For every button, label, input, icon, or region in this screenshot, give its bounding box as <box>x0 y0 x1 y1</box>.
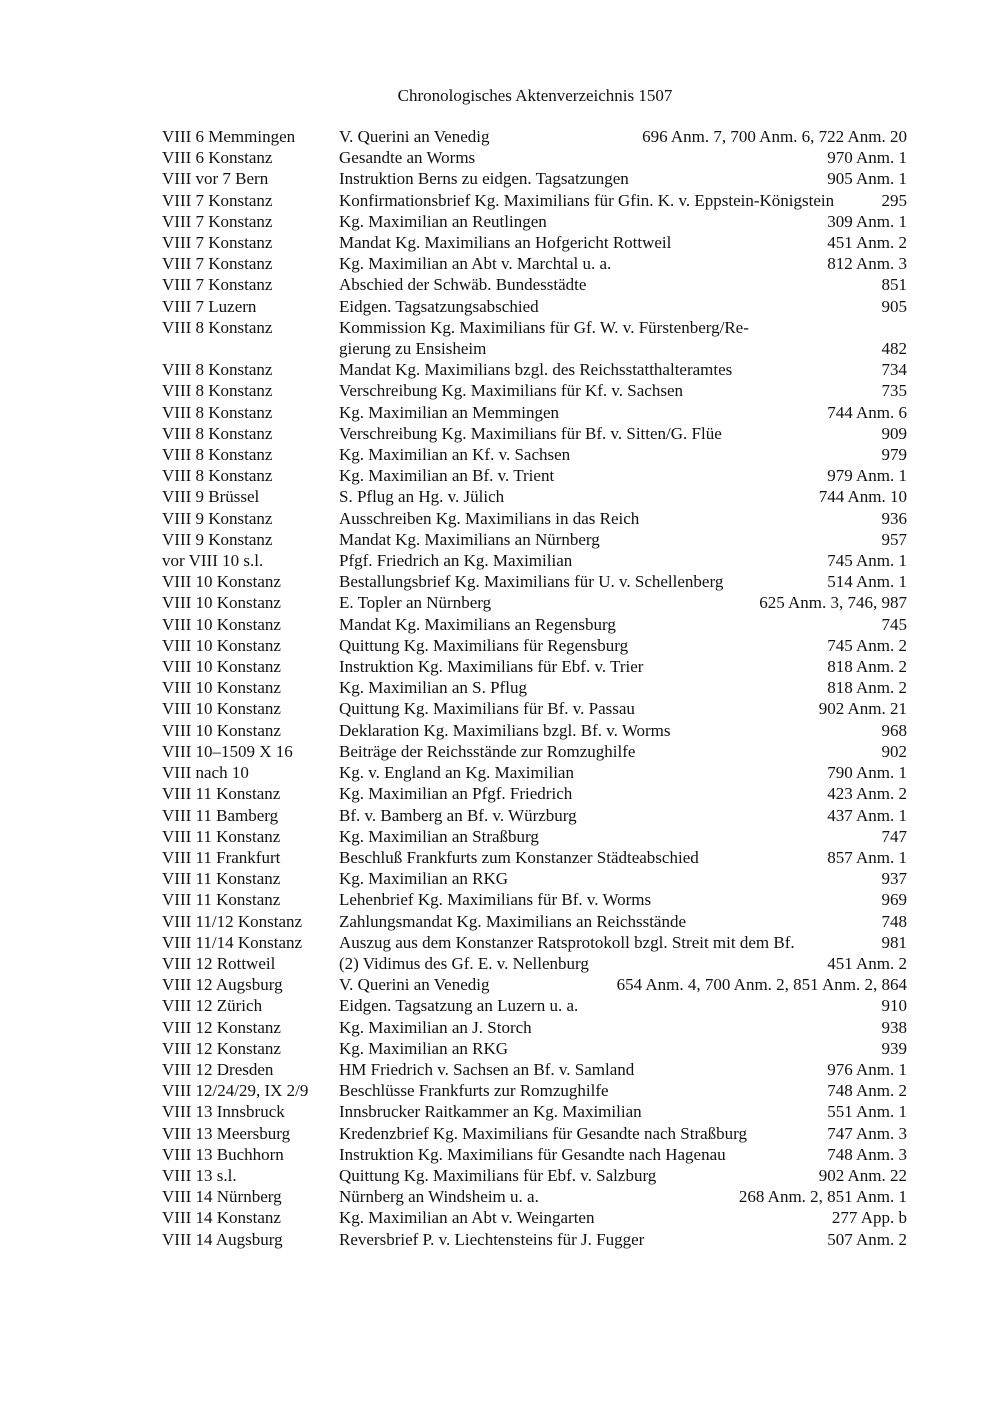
entry-reference: 735 <box>881 381 907 401</box>
entry-date-place: VIII 11 Konstanz <box>162 826 281 846</box>
entry-reference: 902 <box>881 741 907 761</box>
entry-description: Mandat Kg. Maximilians bzgl. des Reichsstatthalteramtes <box>339 360 733 380</box>
entry-description: (2) Vidimus des Gf. E. v. Nellenburg <box>339 953 589 973</box>
entry-reference: 939 <box>881 1038 907 1058</box>
entry-description: Instruktion Kg. Maximilians für Ebf. v. Trier <box>339 657 644 677</box>
index-entry <box>162 168 907 189</box>
index-entry <box>162 953 907 974</box>
entry-date-place: VIII 11 Bamberg <box>162 805 279 825</box>
index-entry <box>162 253 907 274</box>
entry-reference: 295 <box>881 190 907 210</box>
entry-date-place: VIII 7 Konstanz <box>162 254 273 274</box>
index-entry <box>162 571 907 592</box>
entry-description: Beschluß Frankfurts zum Konstanzer Städteabschied <box>339 847 699 867</box>
entry-description: E. Topler an Nürnberg <box>339 593 492 613</box>
entry-date-place: VIII 10 Konstanz <box>162 678 281 698</box>
entry-description: Verschreibung Kg. Maximilians für Bf. v. Sitten/G. Flüe <box>339 423 722 443</box>
entry-date-place: VIII 7 Konstanz <box>162 190 273 210</box>
entry-reference: 514 Anm. 1 <box>827 572 907 592</box>
index-entry <box>162 805 907 826</box>
entry-date-place: VIII 10 Konstanz <box>162 657 281 677</box>
entry-date-place: VIII 8 Konstanz <box>162 381 273 401</box>
index-entry <box>162 783 907 804</box>
entry-reference: 423 Anm. 2 <box>827 784 907 804</box>
entry-date-place: VIII 11/12 Konstanz <box>162 911 303 931</box>
entry-reference: 968 <box>881 720 907 740</box>
entry-description: Quittung Kg. Maximilians für Ebf. v. Salzburg <box>339 1165 657 1185</box>
entry-reference: 790 Anm. 1 <box>827 763 907 783</box>
entry-date-place: VIII 12 Dresden <box>162 1059 274 1079</box>
entry-reference: 851 <box>881 275 907 295</box>
entry-date-place: VIII 7 Konstanz <box>162 233 273 253</box>
index-entry <box>162 444 907 465</box>
entry-reference: 268 Anm. 2, 851 Anm. 1 <box>738 1187 907 1207</box>
entry-description: Kg. Maximilian an RKG <box>339 1038 509 1058</box>
entry-description: Kg. Maximilian an Bf. v. Trient <box>339 466 555 486</box>
entry-reference: 905 Anm. 1 <box>827 169 907 189</box>
entry-description: Bestallungsbrief Kg. Maximilians für U. v. Schellenberg <box>339 572 724 592</box>
index-entry <box>162 211 907 232</box>
entry-date-place: VIII 8 Konstanz <box>162 466 273 486</box>
entry-reference: 451 Anm. 2 <box>827 953 907 973</box>
index-entry <box>162 1144 907 1165</box>
index-entry <box>162 932 907 953</box>
entry-date-place: VIII nach 10 <box>162 763 249 783</box>
entry-description: Mandat Kg. Maximilians an Hofgericht Rottweil <box>339 233 672 253</box>
entry-date-place: VIII 10–1509 X 16 <box>162 741 293 761</box>
entry-reference: 970 Anm. 1 <box>827 148 907 168</box>
entry-date-place: VIII 10 Konstanz <box>162 635 281 655</box>
entry-reference: 902 Anm. 21 <box>818 699 907 719</box>
entry-description: V. Querini an Venedig <box>339 975 490 995</box>
entry-description: Kg. Maximilian an S. Pflug <box>339 678 527 698</box>
index-entry <box>162 614 907 635</box>
entry-description: Ausschreiben Kg. Maximilians in das Reich <box>339 508 640 528</box>
entry-description: Kg. Maximilian an Abt v. Marchtal u. a. <box>339 254 612 274</box>
entry-reference: 482 <box>881 339 907 359</box>
entry-reference: 957 <box>881 529 907 549</box>
index-entry <box>162 1229 907 1250</box>
entry-description: V. Querini an Venedig <box>339 127 490 146</box>
entry-description: gierung zu Ensisheim <box>339 339 487 359</box>
index-entry <box>162 423 907 444</box>
index-entry <box>162 402 907 423</box>
index-entry <box>162 656 907 677</box>
entry-date-place: VIII 14 Augsburg <box>162 1229 283 1249</box>
entry-date-place: VIII 13 s.l. <box>162 1165 237 1185</box>
entry-date-place: VIII 9 Brüssel <box>162 487 260 507</box>
entry-reference: 745 Anm. 2 <box>827 635 907 655</box>
entry-reference: 451 Anm. 2 <box>827 233 907 253</box>
entry-reference: 551 Anm. 1 <box>827 1102 907 1122</box>
entry-description: Kg. Maximilian an Straßburg <box>339 826 539 846</box>
index-entry <box>162 826 907 847</box>
entry-description: HM Friedrich v. Sachsen an Bf. v. Samland <box>339 1059 635 1079</box>
entry-description: Kg. Maximilian an Reutlingen <box>339 211 547 231</box>
index-entry <box>162 1101 907 1122</box>
index-entry <box>162 1059 907 1080</box>
index-entry <box>162 868 907 889</box>
index-entry <box>162 995 907 1016</box>
entry-description: Gesandte an Worms <box>339 148 476 168</box>
entry-reference: 745 Anm. 1 <box>827 551 907 571</box>
entry-date-place: VIII 13 Meersburg <box>162 1123 291 1143</box>
entry-reference: 747 <box>881 826 907 846</box>
entry-description: Instruktion Kg. Maximilians für Gesandte nach Hagenau <box>339 1144 726 1164</box>
entry-reference: 818 Anm. 2 <box>827 657 907 677</box>
chronological-index-list <box>162 126 907 1250</box>
index-entry <box>162 974 907 995</box>
entry-date-place: VIII 10 Konstanz <box>162 572 281 592</box>
entry-description: Zahlungsmandat Kg. Maximilians an Reichsstände <box>339 911 687 931</box>
entry-reference: 981 <box>881 932 907 952</box>
entry-date-place: VIII 12 Rottweil <box>162 953 276 973</box>
entry-reference: 905 <box>881 296 907 316</box>
entry-description: Kommission Kg. Maximilians für Gf. W. v. Fürstenberg/Re- <box>339 317 749 337</box>
entry-description: Kg. v. England an Kg. Maximilian <box>339 763 574 783</box>
entry-date-place: VIII 13 Buchhorn <box>162 1144 284 1164</box>
entry-reference: 734 <box>881 360 907 380</box>
entry-description: Eidgen. Tagsatzungsabschied <box>339 296 539 316</box>
entry-reference: 654 Anm. 4, 700 Anm. 2, 851 Anm. 2, 864 <box>616 975 907 995</box>
entry-date-place: VIII 10 Konstanz <box>162 720 281 740</box>
entry-description: Verschreibung Kg. Maximilians für Kf. v. Sachsen <box>339 381 684 401</box>
entry-reference: 979 Anm. 1 <box>827 466 907 486</box>
entry-date-place: VIII 10 Konstanz <box>162 699 281 719</box>
index-entry <box>162 1080 907 1101</box>
entry-reference: 748 Anm. 3 <box>827 1144 907 1164</box>
entry-date-place: vor VIII 10 s.l. <box>162 551 264 571</box>
index-entry <box>162 508 907 529</box>
entry-reference: 437 Anm. 1 <box>827 805 907 825</box>
index-entry <box>162 911 907 932</box>
entry-description: Quittung Kg. Maximilians für Regensburg <box>339 635 629 655</box>
entry-reference: 910 <box>881 996 907 1016</box>
entry-description: Kg. Maximilian an RKG <box>339 869 509 889</box>
entry-description: Kg. Maximilian an Kf. v. Sachsen <box>339 445 571 465</box>
index-entry <box>162 338 907 359</box>
entry-description: Quittung Kg. Maximilians für Bf. v. Passau <box>339 699 635 719</box>
entry-reference: 744 Anm. 10 <box>818 487 907 507</box>
entry-reference: 936 <box>881 508 907 528</box>
entry-date-place: VIII 11 Konstanz <box>162 869 281 889</box>
entry-date-place: VIII 13 Innsbruck <box>162 1102 285 1122</box>
entry-reference: 747 Anm. 3 <box>827 1123 907 1143</box>
entry-date-place: VIII 11 Konstanz <box>162 784 281 804</box>
entry-reference: 507 Anm. 2 <box>827 1229 907 1249</box>
entry-reference: 909 <box>881 423 907 443</box>
entry-date-place: VIII 6 Konstanz <box>162 148 273 168</box>
index-entry <box>162 741 907 762</box>
entry-description: Nürnberg an Windsheim u. a. <box>339 1187 539 1207</box>
entry-date-place: VIII 11 Konstanz <box>162 890 281 910</box>
entry-description: Beiträge der Reichsstände zur Romzughilfe <box>339 741 636 761</box>
entry-description: Auszug aus dem Konstanzer Ratsprotokoll bzgl. Streit mit dem Bf. <box>339 932 795 952</box>
entry-reference: 696 Anm. 7, 700 Anm. 6, 722 Anm. 20 <box>642 127 907 146</box>
entry-description: Kg. Maximilian an Memmingen <box>339 402 560 422</box>
index-entry <box>162 274 907 295</box>
index-entry <box>162 1186 907 1207</box>
entry-date-place: VIII 8 Konstanz <box>162 423 273 443</box>
entry-reference: 937 <box>881 869 907 889</box>
entry-description: Kg. Maximilian an Pfgf. Friedrich <box>339 784 573 804</box>
entry-description: Konfirmationsbrief Kg. Maximilians für Gfin. K. v. Eppstein-Königstein <box>339 190 835 210</box>
entry-description: Kredenzbrief Kg. Maximilians für Gesandte nach Straßburg <box>339 1123 748 1143</box>
entry-reference: 812 Anm. 3 <box>827 254 907 274</box>
index-entry <box>162 465 907 486</box>
entry-reference: 857 Anm. 1 <box>827 847 907 867</box>
index-entry <box>162 359 907 380</box>
entry-date-place: VIII 10 Konstanz <box>162 593 281 613</box>
entry-date-place: VIII 9 Konstanz <box>162 529 273 549</box>
index-entry <box>162 317 907 338</box>
entry-description: Kg. Maximilian an Abt v. Weingarten <box>339 1208 595 1228</box>
entry-date-place: VIII 6 Memmingen <box>162 127 296 146</box>
entry-description: Bf. v. Bamberg an Bf. v. Würzburg <box>339 805 577 825</box>
entry-reference: 938 <box>881 1017 907 1037</box>
index-entry <box>162 1123 907 1144</box>
entry-date-place: VIII 14 Nürnberg <box>162 1187 282 1207</box>
entry-date-place: VIII 8 Konstanz <box>162 360 273 380</box>
index-entry <box>162 232 907 253</box>
entry-date-place: VIII 14 Konstanz <box>162 1208 281 1228</box>
index-entry <box>162 1207 907 1228</box>
entry-date-place: VIII 7 Luzern <box>162 296 257 316</box>
entry-reference: 818 Anm. 2 <box>827 678 907 698</box>
entry-reference: 625 Anm. 3, 746, 987 <box>759 593 907 613</box>
entry-date-place: VIII 12/24/29, IX 2/9 <box>162 1081 309 1101</box>
index-entry <box>162 126 907 147</box>
entry-reference: 902 Anm. 22 <box>818 1165 907 1185</box>
entry-description: Innsbrucker Raitkammer an Kg. Maximilian <box>339 1102 642 1122</box>
index-entry <box>162 380 907 401</box>
entry-date-place: VIII 7 Konstanz <box>162 275 273 295</box>
entry-date-place: VIII 8 Konstanz <box>162 402 273 422</box>
entry-date-place: VIII 8 Konstanz <box>162 445 273 465</box>
entry-description: Abschied der Schwäb. Bundesstädte <box>339 275 587 295</box>
entry-description: Reversbrief P. v. Liechtensteins für J. Fugger <box>339 1229 645 1249</box>
entry-reference: 309 Anm. 1 <box>827 211 907 231</box>
index-entry <box>162 677 907 698</box>
entry-date-place: VIII 12 Augsburg <box>162 975 283 995</box>
entry-date-place: VIII 12 Konstanz <box>162 1017 281 1037</box>
entry-description: S. Pflug an Hg. v. Jülich <box>339 487 505 507</box>
entry-date-place: VIII 10 Konstanz <box>162 614 281 634</box>
index-entry <box>162 720 907 741</box>
index-entry <box>162 762 907 783</box>
entry-reference: 745 <box>881 614 907 634</box>
entry-description: Deklaration Kg. Maximilians bzgl. Bf. v. Worms <box>339 720 671 740</box>
entry-date-place: VIII 11/14 Konstanz <box>162 932 303 952</box>
entry-reference: 979 <box>881 445 907 465</box>
index-entry <box>162 1165 907 1186</box>
entry-description: Kg. Maximilian an J. Storch <box>339 1017 532 1037</box>
entry-reference: 748 <box>881 911 907 931</box>
entry-description: Eidgen. Tagsatzung an Luzern u. a. <box>339 996 579 1016</box>
entry-date-place: VIII 9 Konstanz <box>162 508 273 528</box>
entry-reference: 976 Anm. 1 <box>827 1059 907 1079</box>
entry-description: Instruktion Berns zu eidgen. Tagsatzungen <box>339 169 629 189</box>
index-entry <box>162 296 907 317</box>
entry-date-place: VIII vor 7 Bern <box>162 169 269 189</box>
index-entry <box>162 847 907 868</box>
entry-description: Mandat Kg. Maximilians an Regensburg <box>339 614 616 634</box>
entry-description: Mandat Kg. Maximilians an Nürnberg <box>339 529 600 549</box>
entry-reference: 748 Anm. 2 <box>827 1081 907 1101</box>
entry-description: Lehenbrief Kg. Maximilians für Bf. v. Worms <box>339 890 652 910</box>
entry-date-place: VIII 12 Konstanz <box>162 1038 281 1058</box>
index-entry <box>162 486 907 507</box>
entry-reference: 277 App. b <box>831 1208 907 1228</box>
index-entry <box>162 635 907 656</box>
entry-date-place: VIII 8 Konstanz <box>162 317 273 337</box>
index-entry <box>162 592 907 613</box>
index-entry <box>162 698 907 719</box>
index-entry <box>162 190 907 211</box>
entry-date-place: VIII 7 Konstanz <box>162 211 273 231</box>
index-entry <box>162 1038 907 1059</box>
entry-description: Beschlüsse Frankfurts zur Romzughilfe <box>339 1081 609 1101</box>
index-entry <box>162 1017 907 1038</box>
entry-reference: 969 <box>881 890 907 910</box>
index-entry <box>162 889 907 910</box>
entry-description: Pfgf. Friedrich an Kg. Maximilian <box>339 551 573 571</box>
entry-reference: 744 Anm. 6 <box>827 402 907 422</box>
index-entry <box>162 550 907 571</box>
index-entry <box>162 529 907 550</box>
running-header: Chronologisches Aktenverzeichnis 1507 <box>397 86 673 105</box>
entry-date-place: VIII 12 Zürich <box>162 996 263 1016</box>
index-entry <box>162 147 907 168</box>
entry-date-place: VIII 11 Frankfurt <box>162 847 281 867</box>
